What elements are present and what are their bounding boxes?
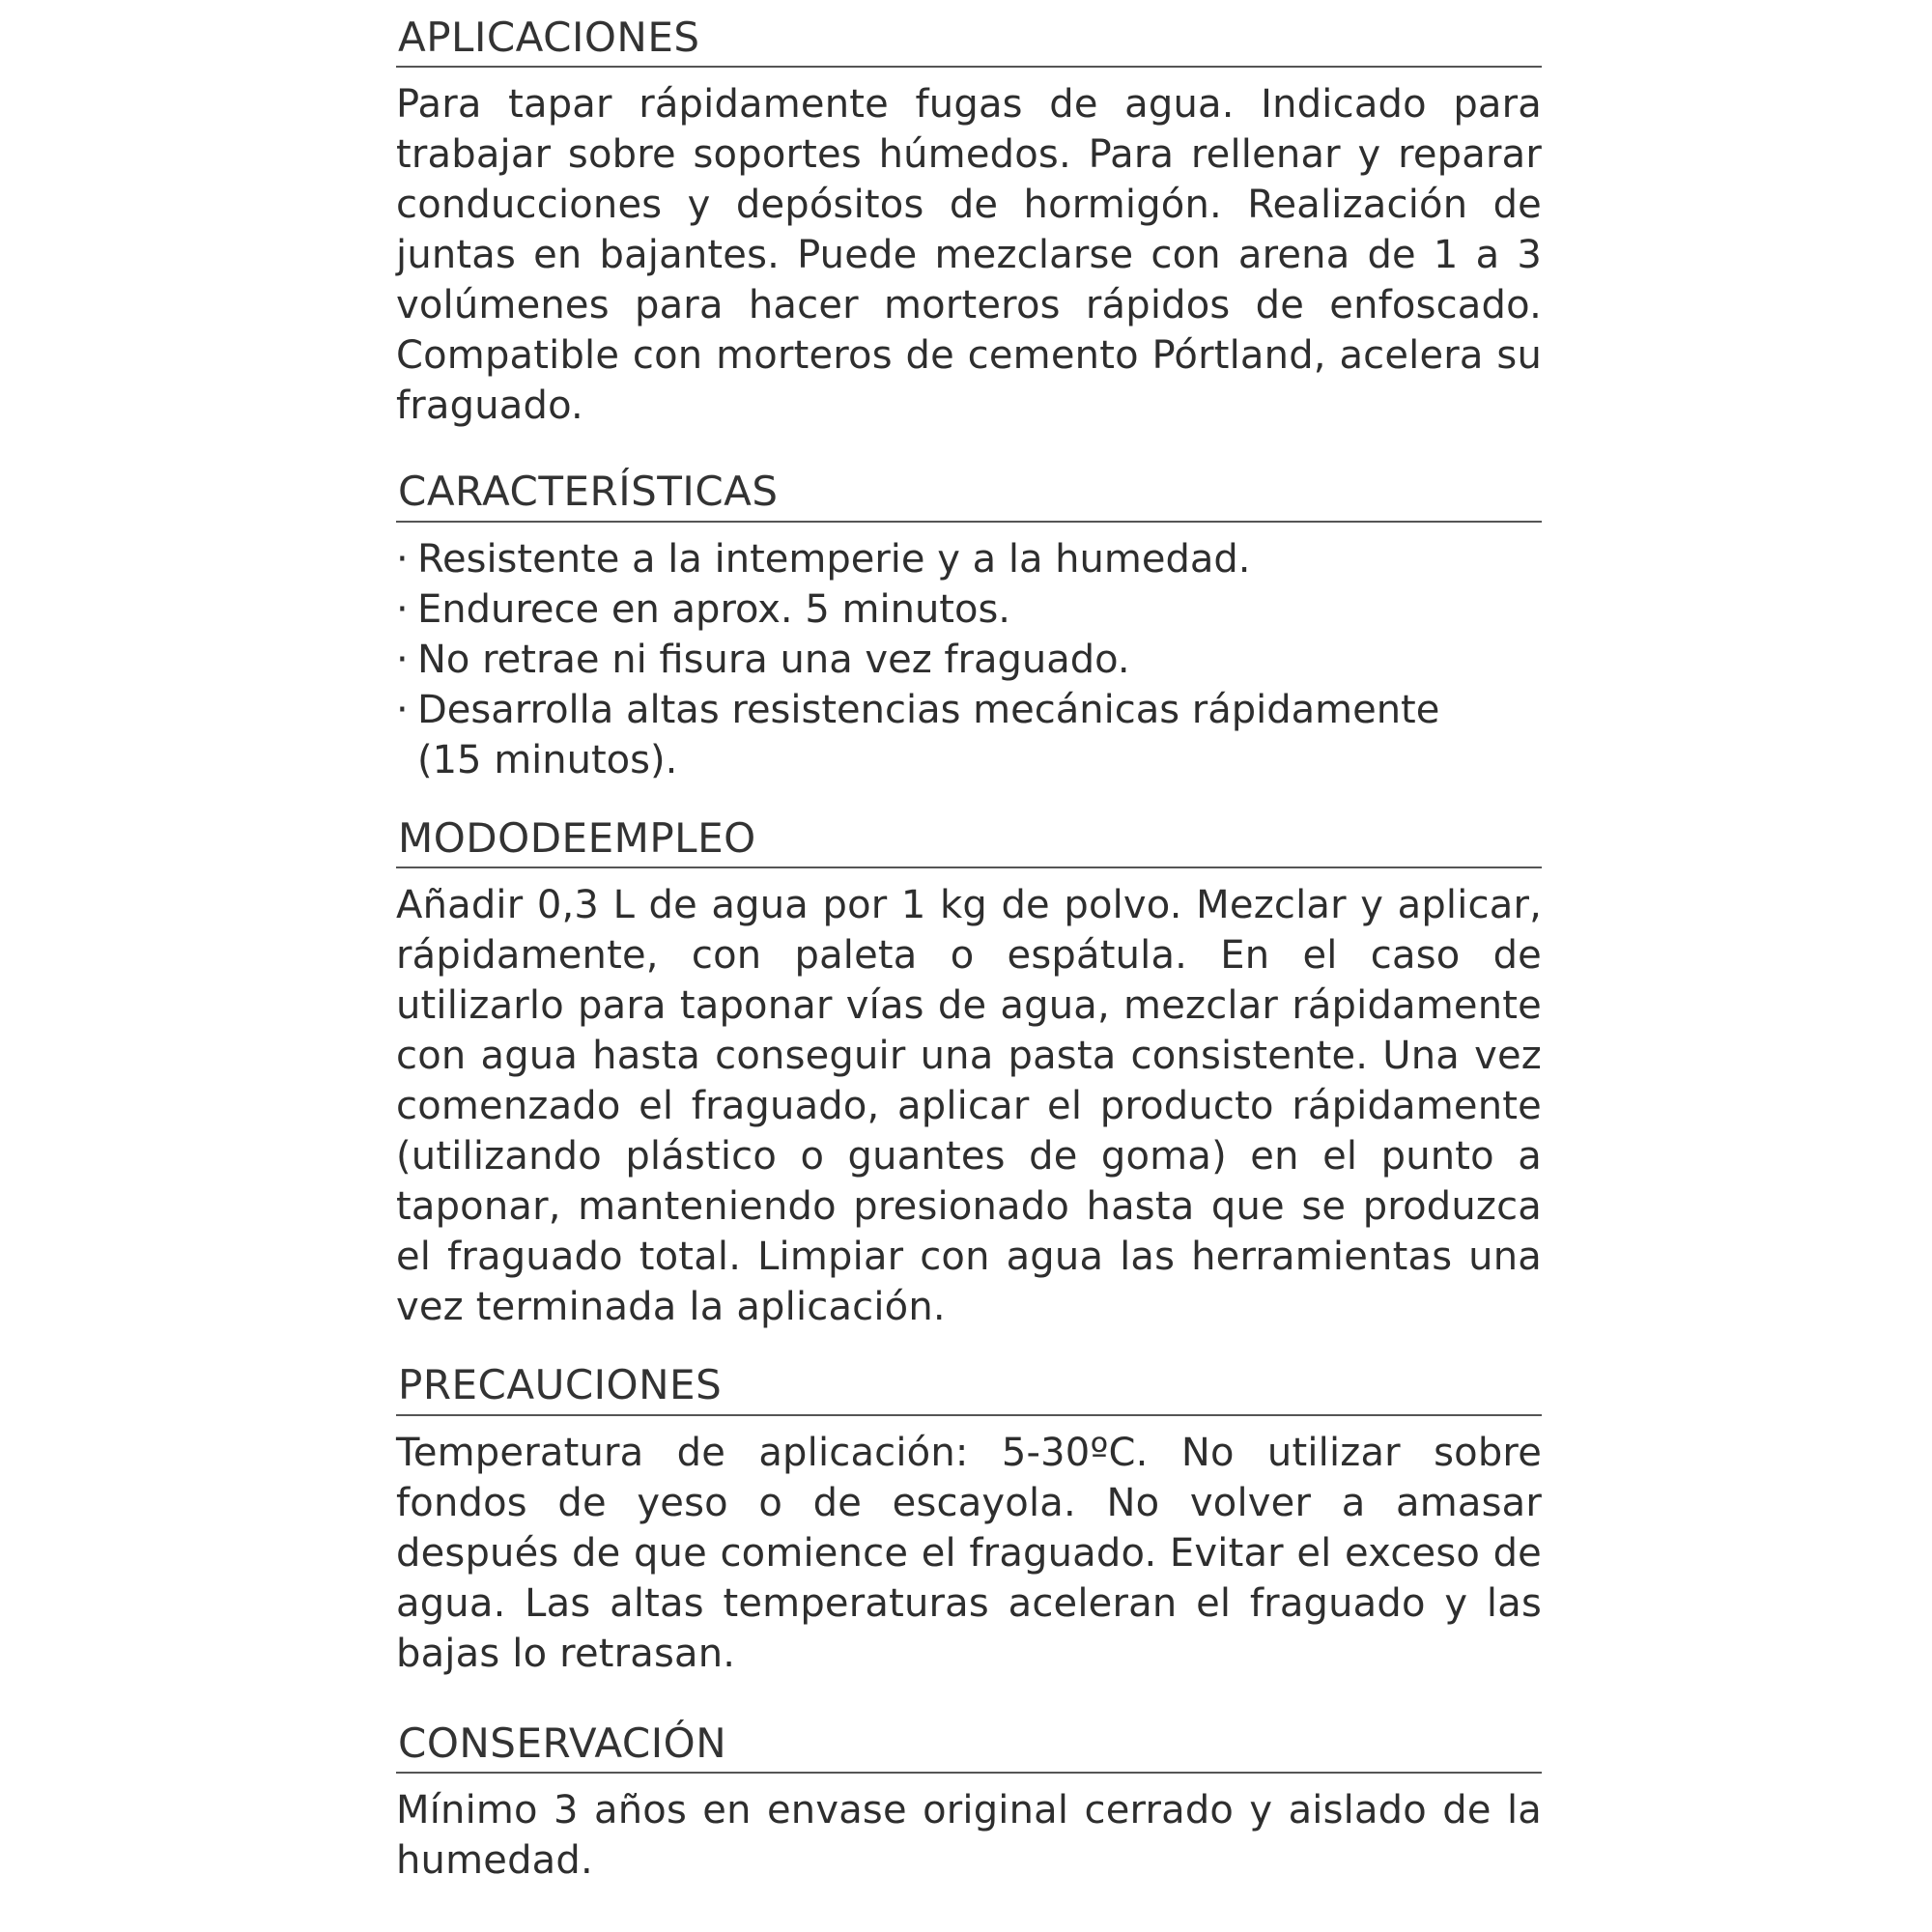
list-item: · No retrae ni fisura una vez fraguado. [396,635,1542,685]
list-item: · Desarrolla altas resistencias mecánicas rápidamente (15 minutos). [396,685,1542,785]
divider [396,66,1542,68]
divider [396,1772,1542,1774]
section-caracteristicas [396,468,1542,784]
divider [396,521,1542,523]
list-item: · Endurece en aprox. 5 minutos. [396,584,1542,635]
bullet-icon: · [396,586,409,632]
heading-precauciones: PRECAUCIONES [398,1361,723,1409]
divider [396,1414,1542,1416]
text-modo-de-empleo: Añadir 0,3 L de agua por 1 kg de polvo. Mezclar y aplicar, rápidamente, con paleta o espátula. En el caso de utilizarlo para taponar vías de agua, mezclar rápidamente con agua hasta conseguir una pasta consistente. Una vez comenzado el fraguado, aplicar el producto rápidamente (utilizando plástico o guantes de goma) en el punto a taponar, manteniendo presionado hasta que se produzca el fraguado total. Limpiar con agua las herramientas una vez terminada la aplicación. [396,883,1542,1330]
heading-modo-de-empleo: MODODEEMPLEO [398,813,756,862]
text-precauciones: Temperatura de aplicación: 5-30ºC. No utilizar sobre fondos de yeso o de escayola. No volver a amasar después de que comience el fraguado. Evitar el exceso de agua. Las altas temperaturas aceleran el fraguado y las bajas lo retrasan. [396,1430,1542,1676]
heading-caracteristicas: CARACTERÍSTICAS [398,468,779,516]
section-conservacion [396,1719,1542,1886]
heading-conservacion: CONSERVACIÓN [398,1719,727,1767]
heading-aplicaciones: APLICACIONES [398,14,700,61]
product-datasheet [396,0,1542,1886]
text-aplicaciones: Para tapar rápidamente fugas de agua. Indicado para trabajar sobre soportes húmedos. Para rellenar y reparar conducciones y depósitos de hormigón. Realización de juntas en bajantes. Puede mezclarse con arena de 1 a 3 volúmenes para hacer morteros rápidos de enfoscado. Compatible con morteros de cemento Pórtland, acelera su fraguado. [396,82,1542,429]
bullet-icon: · [396,637,409,682]
section-aplicaciones [396,0,1542,431]
text-conservacion: Mínimo 3 años en envase original cerrado y aislado de la humedad. [396,1787,1542,1883]
list-item: · Resistente a la intemperie y a la humedad. [396,534,1542,584]
bullet-icon: · [396,536,409,582]
bullet-icon: · [396,687,409,732]
section-precauciones [396,1361,1542,1678]
divider [396,867,1542,868]
caracteristicas-list [396,534,1542,785]
section-modo-de-empleo [396,814,1542,1332]
